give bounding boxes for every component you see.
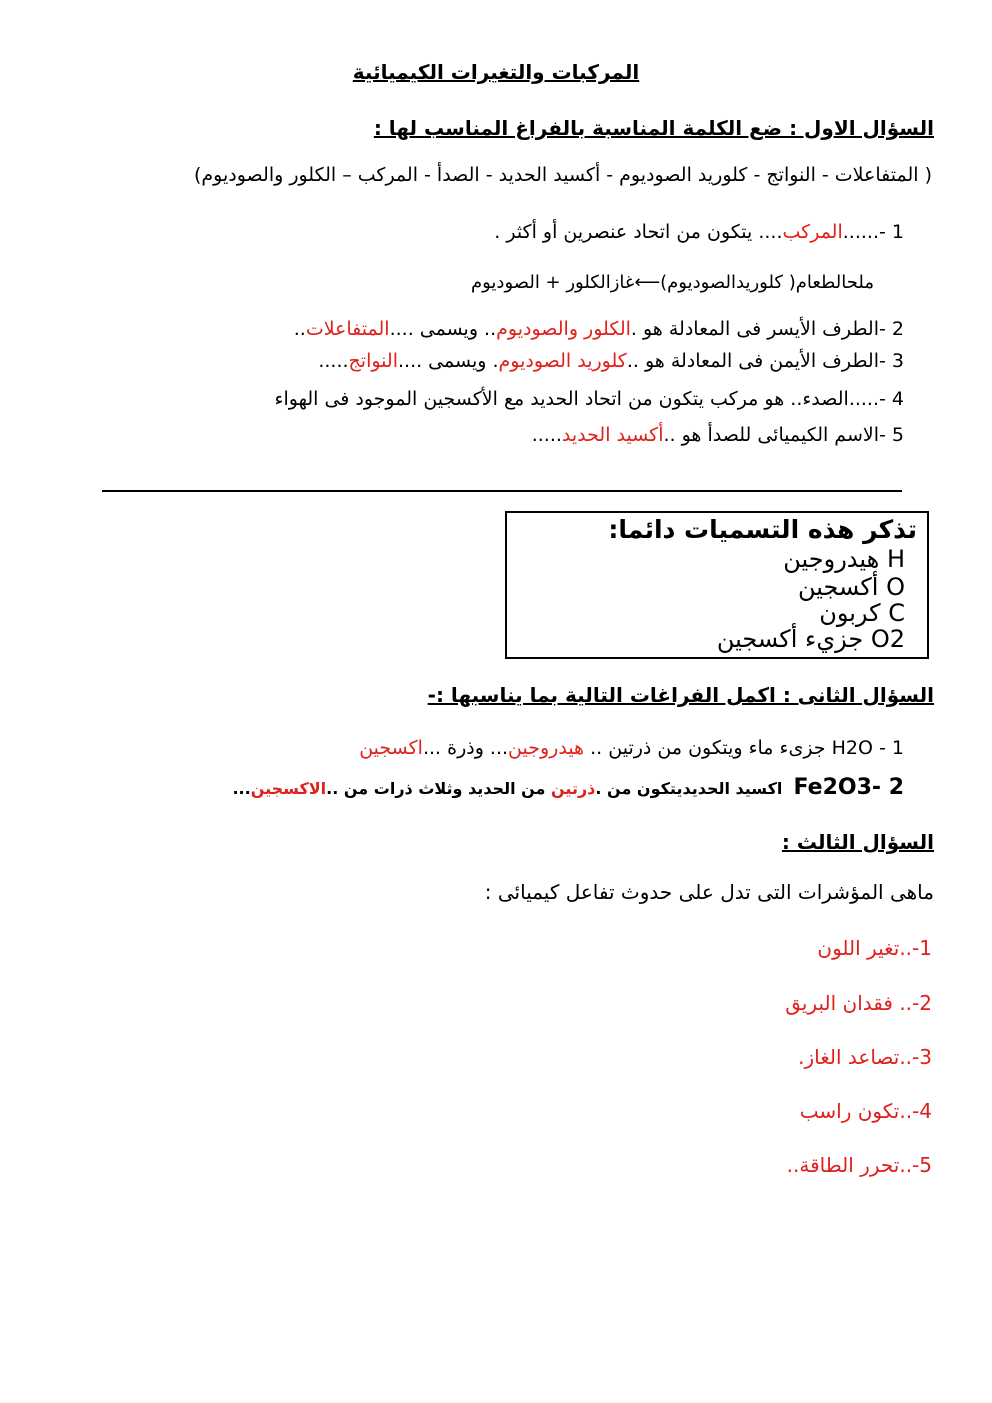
page-title: المركبات والتغيرات الكيميائية bbox=[352, 60, 640, 84]
q3-answer: 1-..تغير اللون bbox=[817, 936, 932, 960]
item-text: الطرف الأيمن فى المعادلة هو .. bbox=[626, 350, 879, 372]
q2-item-1 bbox=[359, 737, 904, 759]
q3-answer: 5-..تحرر الطاقة.. bbox=[786, 1153, 932, 1177]
reminder-heading: تذكر هذه التسميات دائما: bbox=[608, 515, 917, 544]
item-text: جزىء ماء ويتكون من ذرتين .. bbox=[590, 737, 826, 759]
element-name: هيدروجين bbox=[783, 545, 880, 573]
reminder-row bbox=[783, 545, 905, 573]
answer: النواتج bbox=[348, 350, 398, 372]
element-name: أكسجين bbox=[797, 573, 879, 601]
answer: اكسجين bbox=[359, 737, 423, 759]
answer: الاكسجين bbox=[250, 779, 327, 798]
item-text: ..... bbox=[531, 424, 562, 446]
q3-answer: 2-.. فقدان البريق bbox=[785, 991, 932, 1015]
reminder-row bbox=[717, 625, 905, 653]
reminder-row bbox=[819, 599, 905, 627]
q3-answer: 3-..تصاعد الغاز. bbox=[798, 1045, 932, 1069]
q3-question: ماهى المؤشرات التى تدل على حدوث تفاعل كيميائى : bbox=[484, 880, 934, 904]
item-text: ... bbox=[232, 779, 251, 798]
q1-item-2 bbox=[294, 318, 904, 340]
item-text: اكسيد الحديديتكون من . bbox=[595, 779, 783, 798]
item-number: 5 - bbox=[879, 424, 904, 446]
item-text: . ويسمى .... bbox=[397, 350, 499, 372]
item-number: 4 -..... bbox=[848, 388, 904, 410]
element-name: جزيء أكسجين bbox=[716, 625, 864, 653]
element-symbol: O2 bbox=[870, 625, 905, 653]
reminder-box bbox=[505, 511, 929, 659]
item-number: 1 - bbox=[879, 737, 904, 759]
answer: الكلور والصوديوم bbox=[496, 318, 631, 340]
item-text: .. ويسمى .... bbox=[389, 318, 497, 340]
item-text: ... وذرة ... bbox=[422, 737, 509, 759]
answer: المتفاعلات bbox=[305, 318, 390, 340]
divider bbox=[102, 490, 902, 492]
item-number: 2 - bbox=[871, 775, 904, 800]
item-number: 2 - bbox=[879, 318, 904, 340]
reminder-row bbox=[798, 573, 905, 601]
element-symbol: C bbox=[888, 599, 905, 627]
item-text: الاسم الكيميائى للصدأ هو .. bbox=[663, 424, 879, 446]
item-text: ..... bbox=[318, 350, 349, 372]
q1-heading: السؤال الاول : ضع الكلمة المناسبة بالفراغ المناسب لها : bbox=[373, 116, 934, 140]
answer: أكسيد الحديد bbox=[561, 424, 664, 446]
item-text: .. هو مركب يتكون من اتحاد الحديد مع الأكسجين الموجود فى الهواء bbox=[274, 388, 803, 410]
q1-item-1 bbox=[494, 221, 904, 243]
item-text: الصدء bbox=[802, 388, 849, 410]
element-symbol: O bbox=[886, 573, 905, 601]
item-text: .. bbox=[293, 318, 306, 340]
q3-heading: السؤال الثالث : bbox=[781, 830, 934, 854]
element-name: كربون bbox=[819, 599, 881, 627]
q1-item-3 bbox=[318, 350, 904, 372]
q2-item-2 bbox=[232, 775, 904, 800]
answer: هيدروجين bbox=[508, 737, 585, 759]
item-number: 3 - bbox=[879, 350, 904, 372]
equation: ملحالطعام( كلوريدالصوديوم)⟵غازالكلور + الصوديوم bbox=[470, 272, 874, 293]
answer: المركب bbox=[782, 221, 843, 243]
element-symbol: H bbox=[886, 545, 905, 573]
item-text: من الحديد وثلاث ذرات من .. bbox=[326, 779, 546, 798]
q1-word-bank: ( المتفاعلات - النواتج - كلوريد الصوديوم - أكسيد الحديد - الصدأ - المركب – الكلور والصوديوم) bbox=[194, 164, 932, 186]
item-text: الطرف الأيسر فى المعادلة هو . bbox=[630, 318, 879, 340]
q1-item-4 bbox=[275, 388, 904, 410]
formula: Fe2O3 bbox=[793, 775, 872, 800]
q1-item-5 bbox=[532, 424, 904, 446]
item-text: .... يتكون من اتحاد عنصرين أو أكثر . bbox=[494, 221, 783, 243]
answer: كلوريد الصوديوم bbox=[498, 350, 627, 372]
q2-heading: السؤال الثانى : اكمل الفراغات التالية بما يناسبها :- bbox=[427, 683, 934, 707]
answer: ذرتين bbox=[551, 779, 596, 798]
q3-answer: 4-..تكون راسب bbox=[799, 1099, 932, 1123]
formula: H2O bbox=[831, 737, 873, 759]
item-number: 1 -...... bbox=[842, 221, 904, 243]
